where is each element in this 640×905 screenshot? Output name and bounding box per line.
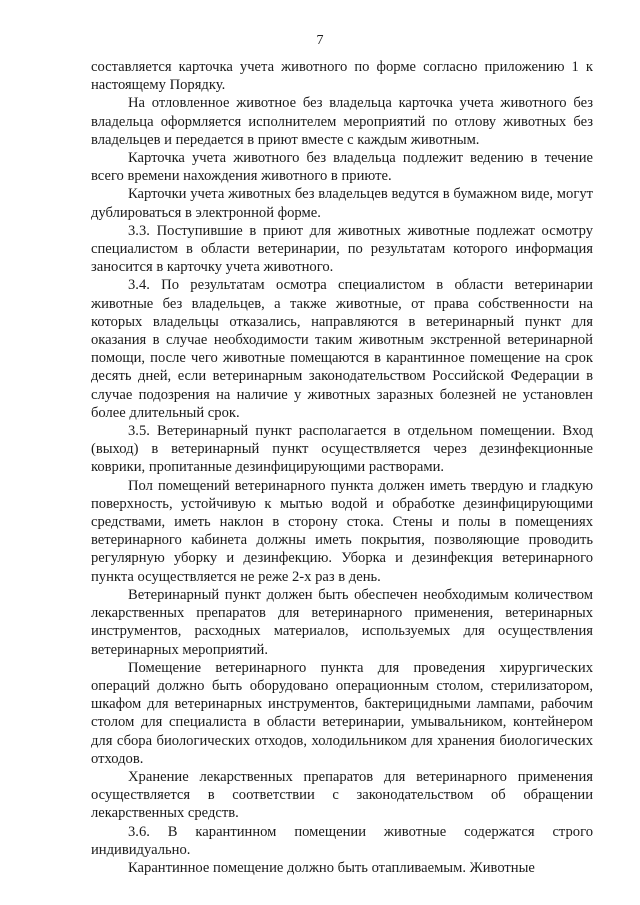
paragraph-3-6: 3.6. В карантинном помещении животные содержатся строго индивидуально.: [91, 823, 593, 858]
paragraph-3-4: 3.4. По результатам осмотра специалистом в области ветеринарии животные без владельцев, а также животные, от права собственности на которых владельцы отказались, направляются в ветеринарный пункт для оказания в случае необходимости таким животным экстренной ветеринарной помощи, после чего животные помещаются в карантинное помещение на срок десять дней, если ветеринарным законодательством Российской Федерации в случае подозрения на наличие у животных заразных болезней не установлен более длительный срок.: [91, 277, 593, 421]
paragraph: Помещение ветеринарного пункта для проведения хирургических операций должно быть оборудовано операционным столом, стерилизатором, шкафом для ветеринарных инструментов, бактерицидными лампами, рабочим столом для специалиста в области ветеринарии, умывальником, контейнером для сбора биологических отходов, холодильником для хранения биологических отходов.: [91, 659, 593, 767]
document-body: [91, 58, 593, 877]
paragraph: Хранение лекарственных препаратов для ветеринарного применения осуществляется в соответствии с законодательством об обращении лекарственных средств.: [91, 768, 593, 822]
paragraph: На отловленное животное без владельца карточка учета животного без владельца оформляется исполнителем мероприятий по отлову животных без владельцев и передается в приют вместе с каждым животным.: [91, 95, 593, 148]
paragraph: Ветеринарный пункт должен быть обеспечен необходимым количеством лекарственных препаратов для ветеринарного применения, ветеринарных инструментов, расходных материалов, используемых для осуществления ветеринарных мероприятий.: [91, 586, 593, 658]
paragraph-continuation: составляется карточка учета животного по форме согласно приложению 1 к настоящему Порядку.: [91, 59, 593, 94]
paragraph: Карточка учета животного без владельца подлежит ведению в течение всего времени нахождения животного в приюте.: [91, 150, 593, 185]
page-number: 7: [316, 33, 324, 48]
paragraph: Пол помещений ветеринарного пункта должен иметь твердую и гладкую поверхность, устойчивую к мытью водой и обработке дезинфицирующими средствами, иметь наклон в сторону стока. Стены и полы в помещениях ветеринарного кабинета должны иметь покрытия, позволяющие проводить регулярную уборку и дезинфекцию. Уборка и дезинфекция ветеринарного пункта осуществляется не реже 2-х раз в день.: [91, 477, 593, 585]
paragraph-3-3: 3.3. Поступившие в приют для животных животные подлежат осмотру специалистом в области ветеринарии, по результатам которого информация заносится в карточку учета животного.: [91, 222, 593, 276]
paragraph: Карточки учета животных без владельцев ведутся в бумажном виде, могут дублироваться в электронной форме.: [91, 186, 593, 221]
paragraph: Карантинное помещение должно быть отапливаемым. Животные: [128, 859, 535, 876]
paragraph-3-5: 3.5. Ветеринарный пункт располагается в отдельном помещении. Вход (выход) в ветеринарный пункт осуществляется через дезинфекционные коврики, пропитанные дезинфицирующими растворами.: [91, 423, 593, 476]
